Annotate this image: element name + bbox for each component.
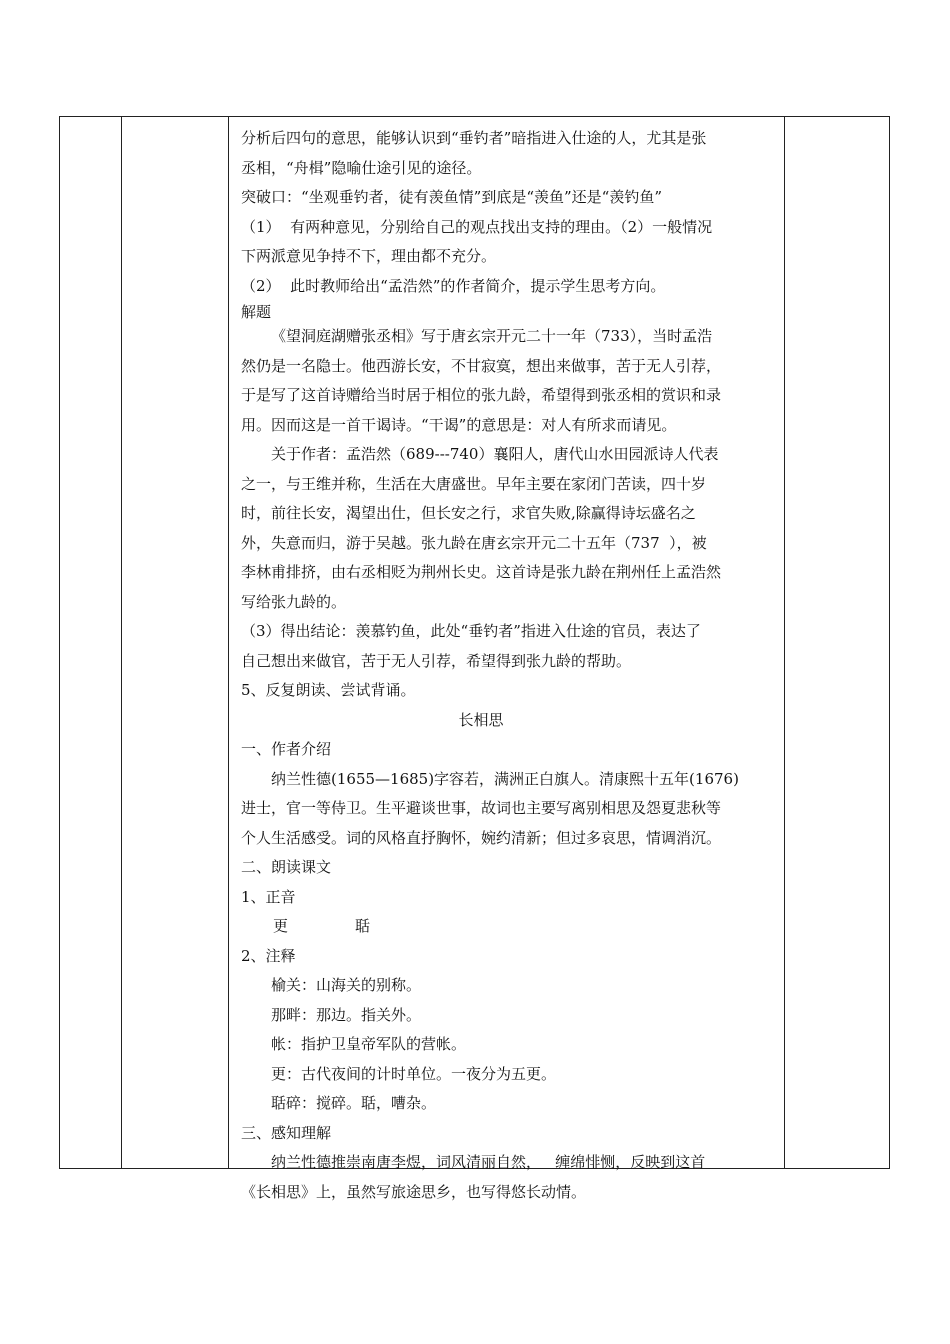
pronunciation-char: 聒 bbox=[355, 917, 371, 935]
text-line: 纳兰性德推崇南唐李煜，词风清丽自然， 缠绵悱恻，反映到这首 bbox=[271, 1153, 706, 1171]
annotation-item: 榆关：山海关的别称。 bbox=[271, 976, 422, 994]
text-line: （1） 有两种意见，分别给自己的观点找出支持的理由。（2）一般情况 bbox=[241, 217, 713, 236]
text-line: 用。因而这是一首干谒诗。“干谒”的意思是：对人有所求而请见。 bbox=[241, 415, 677, 434]
text-line: 写给张九龄的。 bbox=[241, 592, 347, 611]
column-divider bbox=[228, 117, 229, 1168]
text-line: 进士，官一等侍卫。生平避谈世事，故词也主要写离别相思及怨夏悲秋等 bbox=[241, 799, 722, 817]
poem-title: 长相思 bbox=[458, 710, 504, 729]
annotation-item: 更：古代夜间的计时单位。一夜分为五更。 bbox=[271, 1064, 557, 1083]
section-heading: 一、作者介绍 bbox=[241, 740, 332, 758]
pronunciation-char: 更 bbox=[273, 917, 289, 935]
text-line: 丞相，“舟楫”隐喻仕途引见的途径。 bbox=[241, 158, 482, 177]
text-line: 时，前往长安，渴望出仕，但长安之行，求官失败,除赢得诗坛盛名之 bbox=[241, 504, 696, 522]
text-line: 外，失意而归，游于吴越。张九龄在唐玄宗开元二十五年（737 ），被 bbox=[241, 533, 707, 552]
text-line: 然仍是一名隐士。他西游长安，不甘寂寞，想出来做事，苦于无人引荐， bbox=[241, 356, 722, 375]
text-line: 之一，与王维并称，生活在大唐盛世。早年主要在家闭门苦读，四十岁 bbox=[241, 474, 707, 493]
text-line: （3）得出结论：羡慕钓鱼，此处“垂钓者”指进入仕途的官员，表达了 bbox=[241, 622, 701, 640]
sub-heading: 1、正音 bbox=[241, 887, 296, 906]
section-heading: 二、朗读课文 bbox=[241, 858, 332, 876]
text-line: 《长相思》上，虽然写旅途思乡，也写得悠长动情。 bbox=[241, 1182, 587, 1201]
section-heading: 三、感知理解 bbox=[241, 1123, 332, 1142]
annotation-item: 帐：指护卫皇帝军队的营帐。 bbox=[271, 1035, 467, 1053]
column-divider bbox=[784, 117, 785, 1168]
lesson-content bbox=[241, 124, 781, 1207]
text-line: 分析后四句的意思，能够认识到“垂钓者”暗指进入仕途的人，尤其是张 bbox=[241, 129, 707, 147]
annotation-item: 那畔：那边。指关外。 bbox=[271, 1005, 422, 1024]
section-heading: 解题 bbox=[241, 303, 272, 321]
text-line: 李林甫排挤，由右丞相贬为荆州长史。这首诗是张九龄在荆州任上孟浩然 bbox=[241, 563, 722, 581]
annotation-item: 聒碎：搅碎。聒，嘈杂。 bbox=[271, 1094, 437, 1112]
column-divider bbox=[121, 117, 122, 1168]
text-line: 于是写了这首诗赠给当时居于相位的张九龄，希望得到张丞相的赏识和录 bbox=[241, 386, 722, 404]
text-line: 《望洞庭湖赠张丞相》写于唐玄宗开元二十一年（733），当时孟浩 bbox=[271, 327, 713, 345]
pronunciation-row bbox=[241, 912, 781, 942]
text-line: 突破口：“坐观垂钓者，徒有羡鱼情”到底是“羡鱼”还是“羡钓鱼” bbox=[241, 188, 663, 206]
text-line: （2） 此时教师给出“孟浩然”的作者简介，提示学生思考方向。 bbox=[241, 276, 666, 295]
text-line: 关于作者：孟浩然（689---740）襄阳人，唐代山水田园派诗人代表 bbox=[271, 445, 719, 463]
text-line: 纳兰性德(1655—1685)字容若，满洲正白旗人。清康熙十五年(1676) bbox=[271, 769, 739, 788]
text-line: 自己想出来做官，苦于无人引荐，希望得到张九龄的帮助。 bbox=[241, 651, 632, 670]
text-line: 5、反复朗读、尝试背诵。 bbox=[241, 681, 416, 699]
sub-heading: 2、注释 bbox=[241, 946, 296, 965]
text-line: 下两派意见争持不下，理由都不充分。 bbox=[241, 247, 497, 265]
text-line: 个人生活感受。词的风格直抒胸怀，婉约清新；但过多哀思，情调消沉。 bbox=[241, 828, 722, 847]
